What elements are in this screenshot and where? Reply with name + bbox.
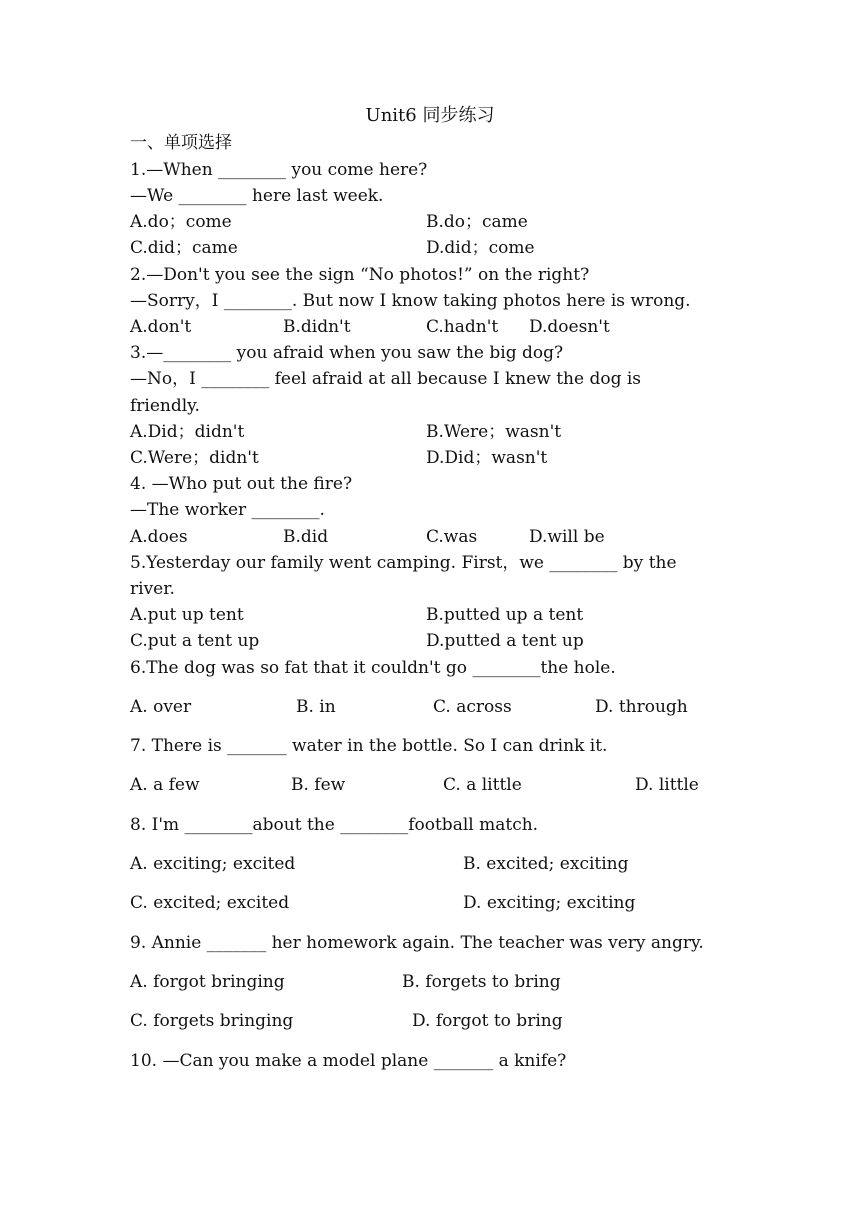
question-6-options-row [130,694,740,720]
option-b: B. forgets to bring [402,972,561,992]
option-b: B.Were；wasn't [426,422,562,442]
question-4-options-row [130,524,740,550]
option-d: D.doesn't [529,317,610,337]
option-a: A. a few [130,775,200,795]
question-3-options-row-1 [130,419,740,445]
option-a: A.do；come [130,212,232,232]
option-b: B. few [291,775,346,795]
option-c: C.was [426,527,478,547]
option-d: D.putted a tent up [426,631,584,651]
option-c: C. excited; excited [130,893,290,913]
question-1-options-row-2 [130,235,740,261]
question-8-stem: 8. I'm ________about the ________football match. [130,815,539,835]
option-a: A.does [130,527,188,547]
question-9-options-row-1 [130,969,740,995]
question-7-options-row [130,772,740,798]
question-8-options-row-1 [130,851,740,877]
question-9-options-row-2 [130,1008,740,1034]
question-3-stem-line-3: friendly. [130,396,200,416]
option-d: D.will be [529,527,605,547]
option-d: D.Did；wasn't [426,448,548,468]
question-5-options-row-2 [130,628,740,654]
option-c: C.Were；didn't [130,448,259,468]
option-c: C. across [433,697,512,717]
option-a: A.put up tent [130,605,244,625]
question-1-stem-line-1: 1.—When ________ you come here? [130,160,428,180]
question-4-stem-line-1: 4. —Who put out the fire? [130,474,353,494]
question-5-stem-line-1: 5.Yesterday our family went camping. First，we ________ by the [130,553,677,573]
option-d: D. little [635,775,699,795]
option-a: A.Did；didn't [130,422,245,442]
option-c: C.put a tent up [130,631,260,651]
question-3-stem-line-2: —No，I ________ feel afraid at all because I knew the dog is [130,369,642,389]
option-d: D. forgot to bring [412,1011,563,1031]
option-b: B. in [296,697,336,717]
option-a: A. exciting; excited [130,854,296,874]
option-a: A. over [130,697,192,717]
question-7-stem: 7. There is _______ water in the bottle. So I can drink it. [130,736,608,756]
question-1-stem-line-2: —We ________ here last week. [130,186,384,206]
question-10-stem: 10. —Can you make a model plane _______ a knife? [130,1051,567,1071]
option-c: C. a little [443,775,522,795]
question-3-options-row-2 [130,445,740,471]
option-c: C.did；came [130,238,238,258]
option-d: D.did；come [426,238,535,258]
question-2-stem-line-1: 2.—Don't you see the sign “No photos!” on the right? [130,265,590,285]
option-c: C. forgets bringing [130,1011,294,1031]
option-b: B.do；came [426,212,528,232]
option-b: B. excited; exciting [463,854,629,874]
question-3-stem-line-1: 3.—________ you afraid when you saw the big dog? [130,343,564,363]
question-8-options-row-2 [130,890,740,916]
question-4-stem-line-2: —The worker ________. [130,500,325,520]
option-b: B.did [283,527,329,547]
option-d: D. through [595,697,688,717]
question-2-options-row [130,314,740,340]
option-b: B.putted up a tent [426,605,584,625]
page-title: Unit6 同步练习 [365,105,495,126]
question-2-stem-line-2: —Sorry，I ________. But now I know taking photos here is wrong. [130,291,691,311]
question-9-stem: 9. Annie _______ her homework again. The teacher was very angry. [130,933,704,953]
option-a: A. forgot bringing [130,972,285,992]
question-5-options-row-1 [130,602,740,628]
question-1-options-row-1 [130,209,740,235]
option-c: C.hadn't [426,317,499,337]
option-a: A.don't [130,317,192,337]
option-d: D. exciting; exciting [463,893,636,913]
question-5-stem-line-2: river. [130,579,175,599]
question-6-stem: 6.The dog was so fat that it couldn't go ________the hole. [130,658,616,678]
section-heading: 一、单项选择 [130,133,232,153]
option-b: B.didn't [283,317,351,337]
